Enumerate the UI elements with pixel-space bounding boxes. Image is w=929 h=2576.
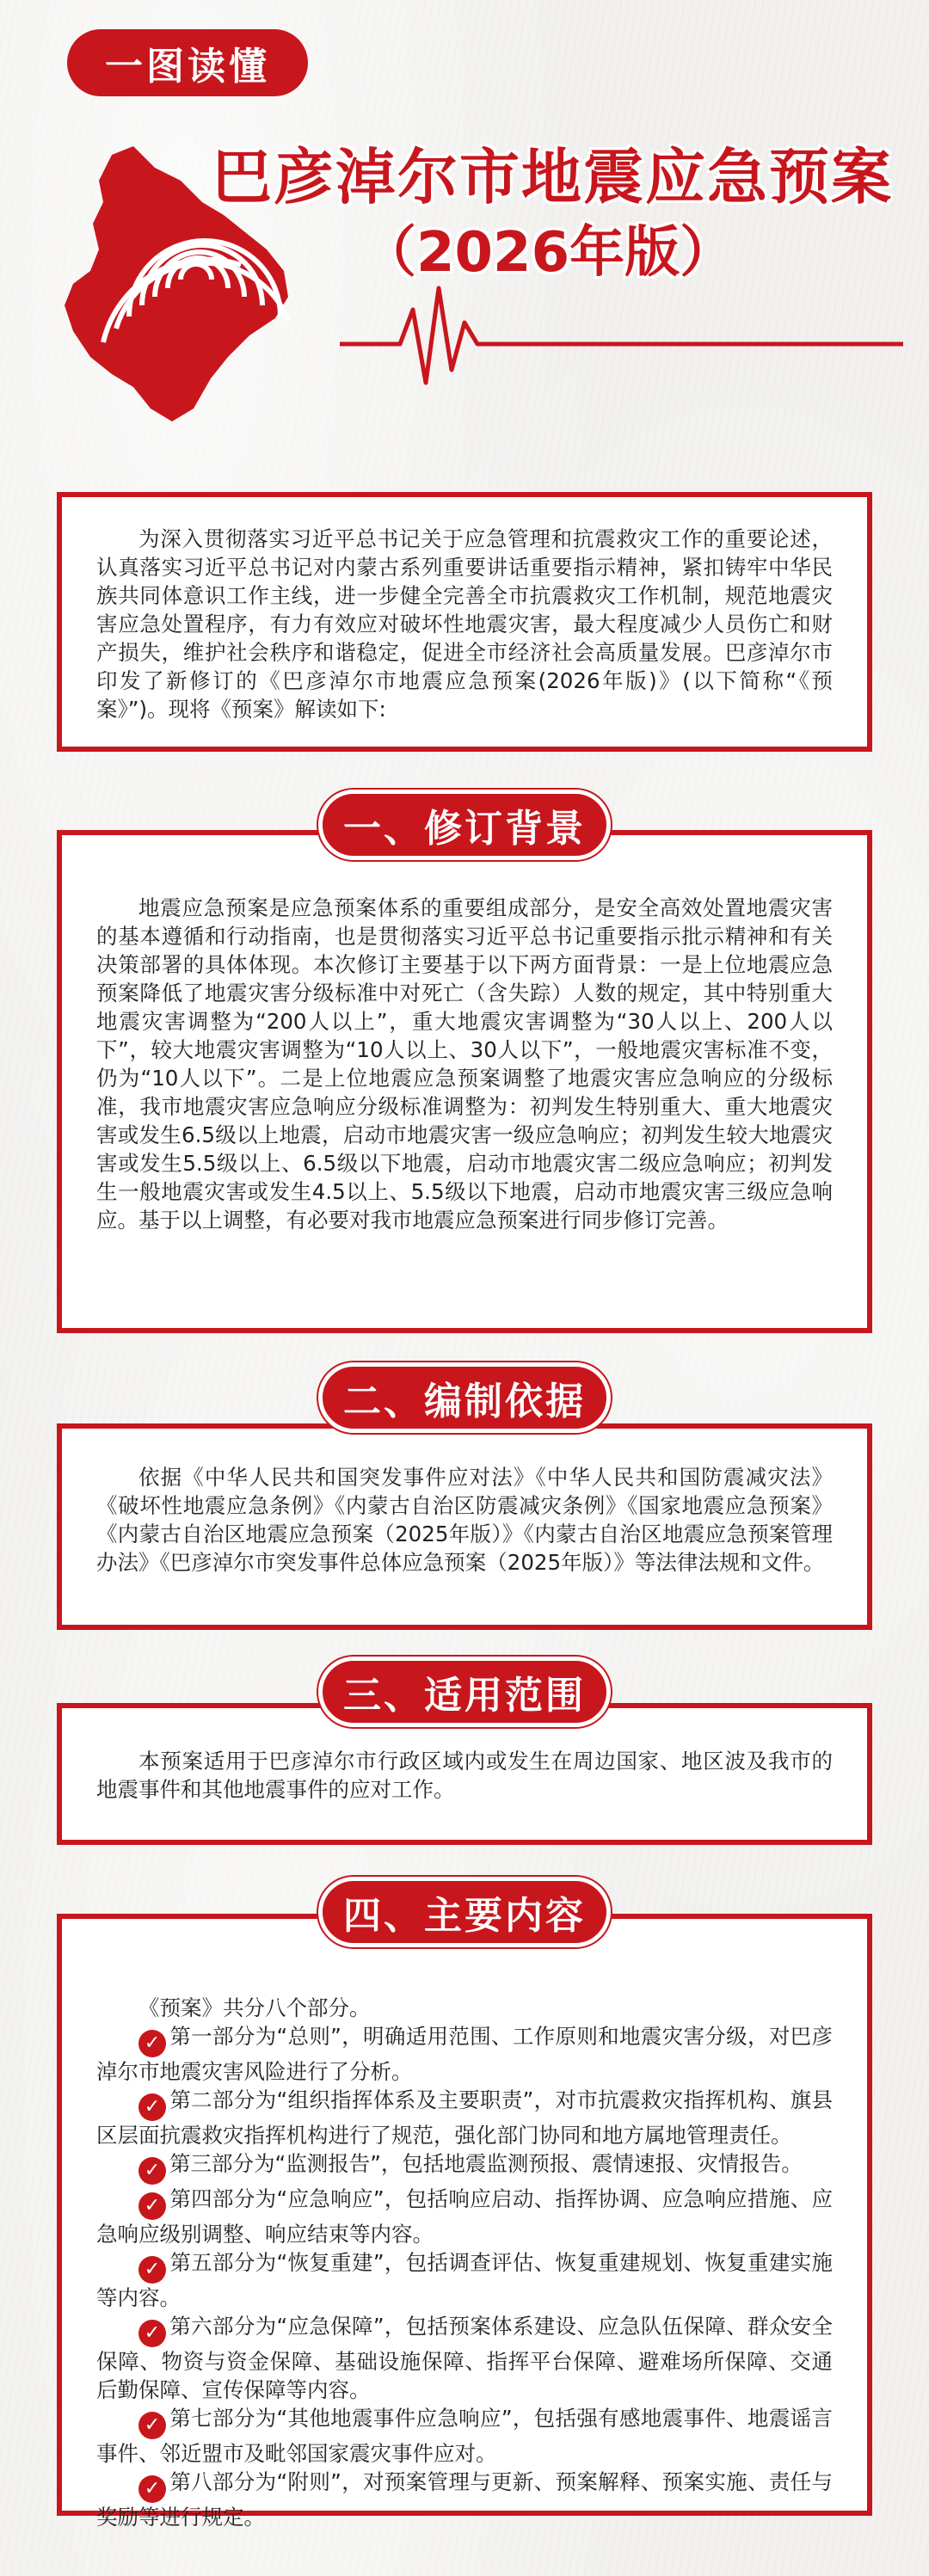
check-circle-icon: ✓	[138, 2412, 166, 2439]
section-1-heading: 一、修订背景	[318, 790, 611, 860]
section-3-heading: 三、适用范围	[318, 1657, 611, 1727]
list-item: ✓ 第六部分为“应急保障”，包括预案体系建设、应急队伍保障、群众安全保障、物资与资金保障、基础设施保障、指挥平台保障、避难场所保障、交通后勤保障、宣传保障等内容。	[96, 2314, 833, 2402]
section-1-text: 地震应急预案是应急预案体系的重要组成部分，是安全高效处置地震灾害的基本遵循和行动指南，也是贯彻落实习近平总书记重要指示批示精神和有关决策部署的具体体现。本次修订主要基于以下两方面背景：一是上位地震应急预案降低了地震灾害分级标准中对死亡（含失踪）人数的规定，其中特别重大地震灾害调整为“200人以上”，重大地震灾害调整为“30人以上、200人以下”，较大地震灾害调整为“10人以上、30人以下”，一般地震灾害标准不变，仍为“10人以下”。二是上位地震应急预案调整了地震灾害应急响应的分级标准，我市地震灾害应急响应分级标准调整为：初判发生特别重大、重大地震灾害或发生6.5级以上地震，启动市地震灾害一级应急响应；初判发生较大地震灾害或发生5.5级以上、6.5级以下地震，启动市地震灾害二级应急响应；初判发生一般地震灾害或发生4.5以上、5.5级以下地震，启动市地震灾害三级应急响应。基于以上调整，有必要对我市地震应急预案进行同步修订完善。	[96, 895, 833, 1233]
section-3-text: 本预案适用于巴彦淖尔市行政区域内或发生在周边国家、地区波及我市的地震事件和其他地震事件的应对工作。	[96, 1749, 833, 1802]
section-2-box	[57, 1423, 872, 1630]
list-item: ✓ 第八部分为“附则”，对预案管理与更新、预案解释、预案实施、责任与奖励等进行规定。	[96, 2469, 833, 2530]
header-tag: 一图读懂	[67, 29, 308, 96]
section-4-lead: 《预案》共分八个部分。	[138, 1995, 371, 2020]
list-item: ✓ 第五部分为“恢复重建”，包括调查评估、恢复重建规划、恢复重建实施等内容。	[96, 2250, 833, 2310]
section-4-heading: 四、主要内容	[318, 1877, 611, 1947]
page-title: 巴彦淖尔市地震应急预案	[212, 142, 893, 212]
section-2-heading: 二、编制依据	[318, 1362, 611, 1433]
section-2-text: 依据《中华人民共和国突发事件应对法》《中华人民共和国防震减灾法》《破坏性地震应急条例》《内蒙古自治区防震减灾条例》《国家地震应急预案》《内蒙古自治区地震应急预案（2025年版）》《内蒙古自治区地震应急预案管理办法》《巴彦淖尔市突发事件总体应急预案（2025年版）》等法律法规和文件。	[96, 1465, 833, 1575]
check-circle-icon: ✓	[138, 2192, 166, 2220]
list-item: ✓ 第二部分为“组织指挥体系及主要职责”，对市抗震救灾指挥机构、旗县区层面抗震救灾指挥机构进行了规范，强化部门协同和地方属地管理责任。	[96, 2087, 833, 2148]
check-circle-icon: ✓	[138, 2475, 166, 2503]
list-item: ✓ 第四部分为“应急响应”，包括响应启动、指挥协调、应急响应措施、应急响应级别调整、响应结束等内容。	[96, 2186, 833, 2247]
seismic-wave-icon	[340, 275, 903, 396]
check-circle-icon: ✓	[138, 2320, 166, 2347]
intro-box	[57, 492, 872, 752]
section-1-box	[57, 830, 872, 1333]
list-item: ✓ 第七部分为“其他地震事件应急响应”，包括强有感地震事件、地震谣言事件、邻近盟市及毗邻国家震灾事件应对。	[96, 2406, 833, 2466]
intro-text: 为深入贯彻落实习近平总书记关于应急管理和抗震救灾工作的重要论述，认真落实习近平总书记对内蒙古系列重要讲话重要指示精神，紧扣铸牢中华民族共同体意识工作主线，进一步健全完善全市抗震救灾工作机制，规范地震灾害应急处置程序，有力有效应对破坏性地震灾害，最大程度减少人员伤亡和财产损失，维护社会秩序和谐稳定，促进全市经济社会高质量发展。巴彦淖尔市印发了新修订的《巴彦淖尔市地震应急预案(2026年版)》(以下简称“《预案》”)。现将《预案》解读如下:	[96, 526, 833, 722]
check-circle-icon: ✓	[138, 2093, 166, 2121]
section-4-box	[57, 1914, 872, 2530]
check-circle-icon: ✓	[138, 2157, 166, 2185]
list-item: ✓ 第三部分为“监测报告”，包括地震监测预报、震情速报、灾情报告。	[96, 2149, 833, 2185]
check-circle-icon: ✓	[138, 2256, 166, 2284]
list-item: ✓ 第一部分为“总则”，明确适用范围、工作原则和地震灾害分级，对巴彦淖尔市地震灾害风险进行了分析。	[96, 2024, 833, 2084]
page-subtitle: （2026年版）	[361, 221, 735, 285]
check-circle-icon: ✓	[138, 2030, 166, 2057]
